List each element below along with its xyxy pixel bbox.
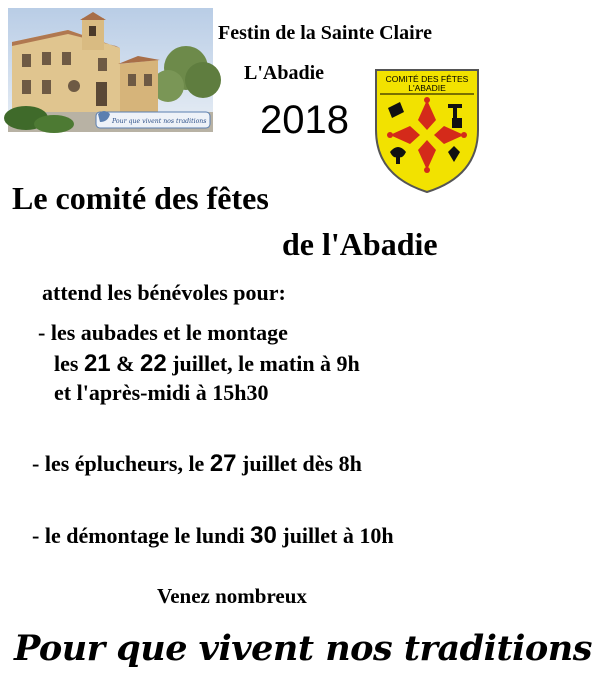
- motto-text: Pour que vivent nos traditions: [14, 628, 592, 669]
- crest-label-1: COMITÉ DES FÊTES: [385, 74, 469, 84]
- item1-line1: - les aubades et le montage: [38, 320, 288, 345]
- item2-line: [32, 450, 362, 478]
- item1-les: les: [54, 351, 84, 376]
- crest-label-2: L'ABADIE: [408, 83, 446, 93]
- item3-line: [32, 522, 394, 550]
- item2-suffix: juillet dès 8h: [236, 451, 362, 476]
- item1-day1: 21: [83, 350, 111, 377]
- event-title: Festin de la Sainte Claire: [218, 22, 433, 44]
- main-heading-line1: Le comité des fêtes: [12, 180, 269, 216]
- item1-and: &: [110, 351, 140, 376]
- photo-banner-text: Pour que vivent nos traditions: [112, 118, 207, 125]
- item2-prefix: - les éplucheurs, le: [32, 451, 210, 476]
- item3-suffix: juillet à 10h: [276, 523, 394, 548]
- item1-day2: 22: [139, 350, 167, 377]
- item2-day: 27: [209, 450, 237, 477]
- main-heading-line2: de l'Abadie: [282, 226, 438, 262]
- event-location: L'Abadie: [244, 62, 325, 84]
- item3-day: 30: [250, 522, 277, 549]
- item1-line2: [54, 350, 360, 378]
- item1-line3: et l'après-midi à 15h30: [54, 380, 269, 405]
- item1-morning: juillet, le matin à 9h: [166, 351, 360, 376]
- village-photo: [8, 8, 213, 132]
- comite-crest: [370, 68, 484, 194]
- closing-text: Venez nombreux: [157, 584, 307, 608]
- event-year: 2018: [260, 98, 349, 142]
- item3-prefix: - le démontage le lundi: [32, 523, 251, 548]
- intro-text: attend les bénévoles pour:: [42, 280, 286, 305]
